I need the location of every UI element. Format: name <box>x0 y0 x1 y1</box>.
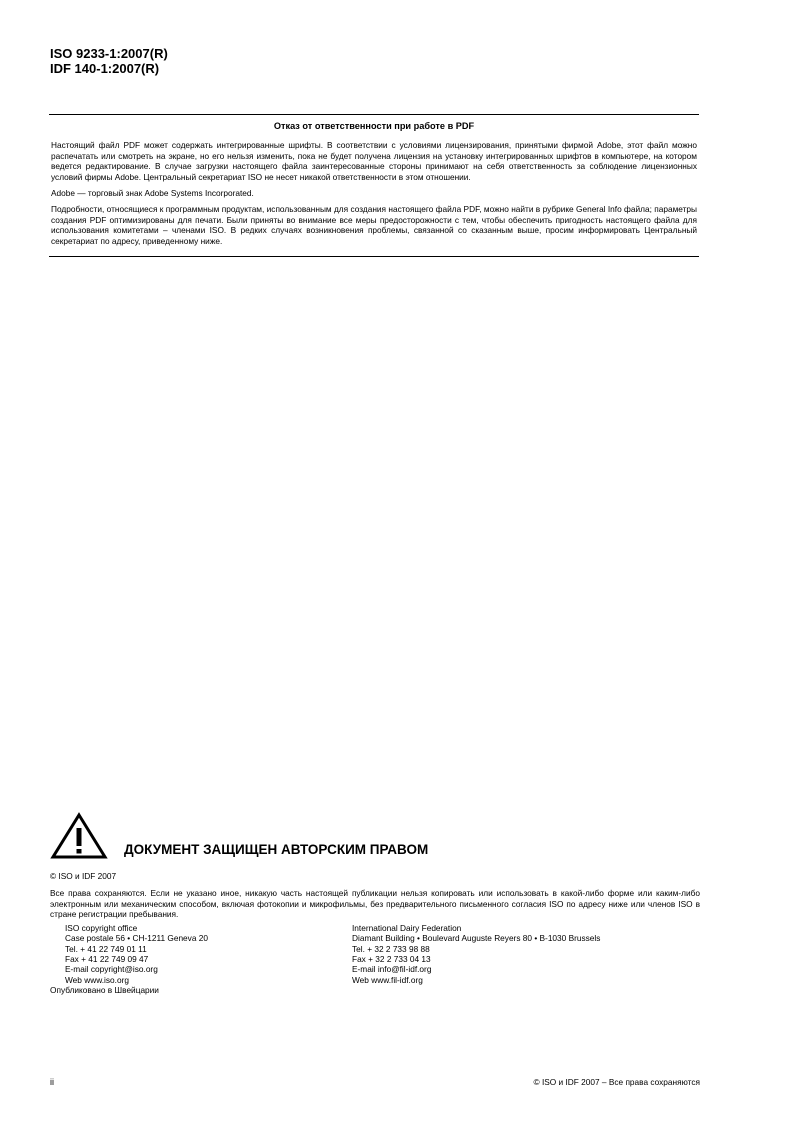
address-line: Fax + 32 2 733 04 13 <box>352 954 431 965</box>
copyright-line: © ISO и IDF 2007 <box>50 871 117 881</box>
pdf-disclaimer-box <box>49 114 699 257</box>
address-line: Tel. + 41 22 749 01 11 <box>65 943 147 954</box>
copyright-notice <box>50 871 700 995</box>
disclaimer-title: Отказ от ответственности при работе в PDF <box>273 121 475 131</box>
document-identifier <box>50 46 168 76</box>
idf-document-number: IDF 140-1:2007(R) <box>50 61 160 76</box>
disclaimer-paragraph: Adobe — торговый знак Adobe Systems Incorporated. <box>51 188 254 199</box>
address-line: Tel. + 32 2 733 98 88 <box>352 943 430 954</box>
copyright-heading: ДОКУМЕНТ ЗАЩИЩЕН АВТОРСКИМ ПРАВОМ <box>124 842 429 857</box>
disclaimer-paragraph: Настоящий файл PDF может содержать интегрированные шрифты. В соответствии с условиями лицензирования, принятыми фирмой Adobe, этот файл можно распечатать или смотреть на экране, но его нельзя изменить, пока не будет получена лицензия на установку интегрированных шрифтов в компьютере, на котором ведется редактирование. В случае загрузки настоящего файла заинтересованные стороны принимают на себя ответственность за соблюдение лицензионных условий фирмы Adobe. Центральный секретариат ISO не несет никакой ответственности в этом отношении. <box>51 140 697 182</box>
footer-rights: © ISO и IDF 2007 – Все права сохраняются <box>533 1077 700 1087</box>
copyright-body: Все права сохраняются. Если не указано иное, никакую часть настоящей публикации нельзя копировать или использовать в какой-либо форме или каким-либо электронным или механическим способом, включая фотокопии и микрофильмы, без предварительного письменного согласия ISO по адресу ниже или членов ISO в стране регистрации пребывания. <box>50 888 700 919</box>
contact-addresses <box>50 923 700 985</box>
page-number: ii <box>50 1077 54 1087</box>
address-line: Fax + 41 22 749 09 47 <box>65 954 149 965</box>
idf-address <box>352 923 600 985</box>
address-line: Web www.fil-idf.org <box>352 974 423 985</box>
address-line: Case postale 56 • CH-1211 Geneva 20 <box>65 933 208 944</box>
address-line: E-mail copyright@iso.org <box>65 964 158 975</box>
address-line: International Dairy Federation <box>352 923 462 934</box>
address-line: ISO copyright office <box>65 923 138 934</box>
iso-address <box>65 923 352 985</box>
published-in: Опубликовано в Швейцарии <box>50 984 159 995</box>
copyright-warning <box>50 812 700 862</box>
warning-triangle-icon <box>50 812 108 860</box>
iso-document-number: ISO 9233-1:2007(R) <box>50 46 168 61</box>
address-line: Diamant Building • Boulevard Auguste Reyers 80 • B-1030 Brussels <box>352 933 601 944</box>
address-line: E-mail info@fil-idf.org <box>352 964 432 975</box>
address-line: Web www.iso.org <box>65 974 129 985</box>
disclaimer-paragraph: Подробности, относящиеся к программным продуктам, использованным для создания настоящего файла PDF, можно найти в рубрике General Info файла; параметры создания PDF оптимизированы для печати. Были приняты во внимание все меры предосторожности с тем, чтобы обеспечить пригодность настоящего файла для использования комитетами – членами ISO. В редких случаях возникновения проблемы, связанной со сказанным выше, просим информировать Центральный секретариат по адресу, приведенному ниже. <box>51 204 697 246</box>
